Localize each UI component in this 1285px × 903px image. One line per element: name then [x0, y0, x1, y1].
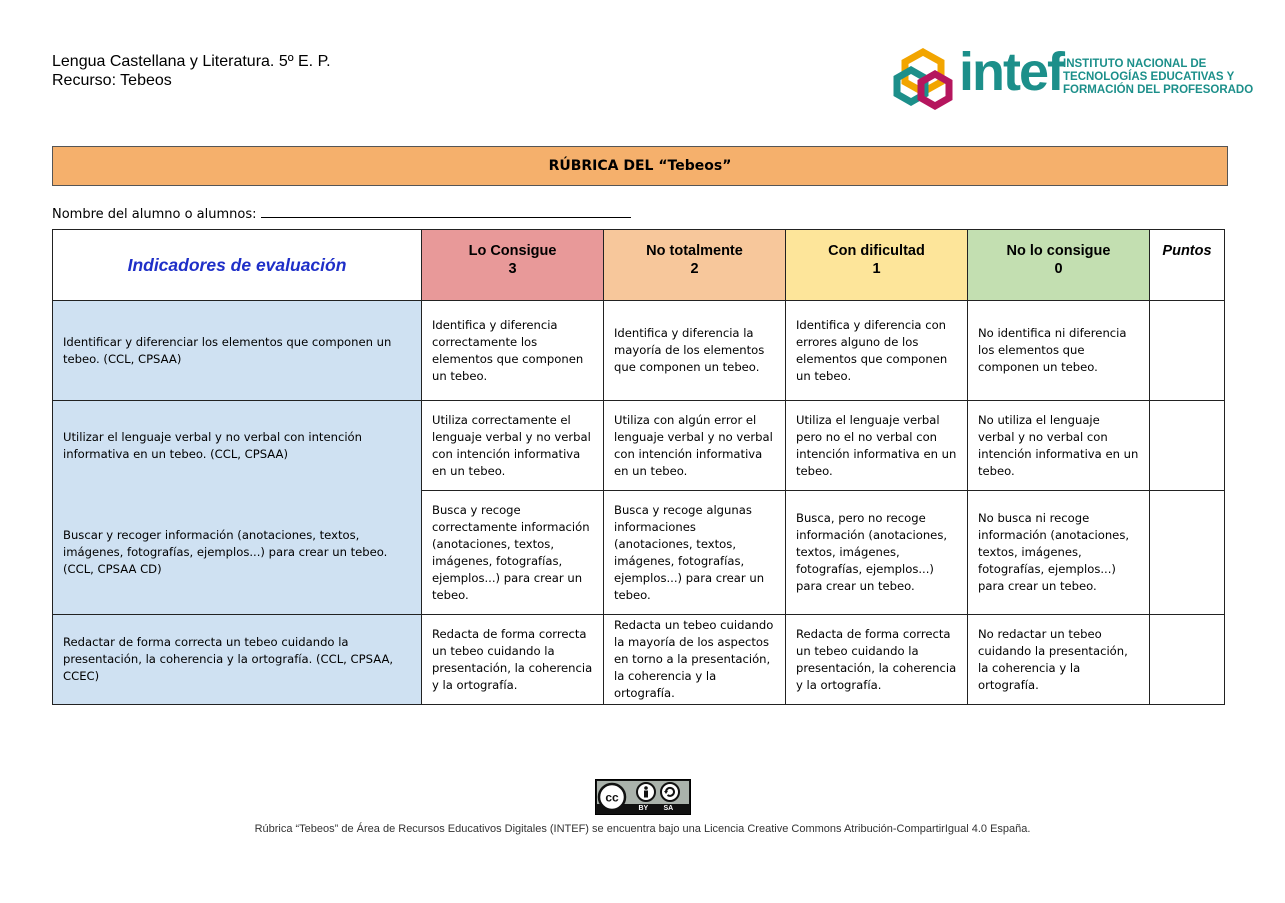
intef-subtitle-line2: TECNOLOGÍAS EDUCATIVAS Y — [1063, 71, 1235, 83]
header-level-1 — [786, 230, 968, 301]
points-cell[interactable] — [1150, 301, 1225, 401]
descriptor-cell: Redacta de forma correcta un tebeo cuidando la presentación, la coherencia y la ortografía. — [786, 615, 968, 705]
intef-logo-icon — [893, 48, 953, 112]
cc-badge-by: BY — [638, 805, 649, 812]
license-text: Rúbrica “Tebeos” de Área de Recursos Educativos Digitales (INTEF) se encuentra bajo una Licencia Creative Commons Atribución-CompartirIgual 4.0 España. — [254, 823, 1031, 835]
table-row — [53, 301, 1225, 401]
header-level-0-score: 0 — [1054, 261, 1063, 277]
svg-text:cc: cc — [604, 790, 619, 805]
descriptor-cell: Busca, pero no recoge información (anotaciones, textos, imágenes, fotografías, ejemplos...) para crear un tebeo. — [786, 491, 968, 615]
descriptor-cell: Busca y recoge correctamente información (anotaciones, textos, imágenes, fotografías, ejemplos...) para crear un tebeo. — [422, 491, 604, 615]
header-level-0-label: No lo consigue — [1006, 243, 1111, 259]
intef-wordmark: intef — [959, 42, 1063, 102]
header-points: Puntos — [1150, 230, 1225, 301]
table-row — [53, 491, 1225, 615]
header-level-1-label: Con dificultad — [828, 243, 925, 259]
intef-subtitle-line1: INSTITUTO NACIONAL DE — [1063, 58, 1207, 70]
descriptor-cell: No utiliza el lenguaje verbal y no verbal con intención informativa en un tebeo. — [968, 401, 1150, 491]
student-name-label: Nombre del alumno o alumnos: — [52, 207, 257, 222]
intef-subtitle — [1063, 58, 1253, 97]
intef-logo — [893, 42, 1254, 112]
descriptor-cell: No identifica ni diferencia los elementos que componen un tebeo. — [968, 301, 1150, 401]
descriptor-cell: Utiliza el lenguaje verbal pero no el no verbal con intención informativa en un tebeo. — [786, 401, 968, 491]
rubric-table — [52, 229, 1225, 705]
header-indicators: Indicadores de evaluación — [53, 230, 422, 301]
points-cell[interactable] — [1150, 491, 1225, 615]
indicator-cell: Redactar de forma correcta un tebeo cuidando la presentación, la coherencia y la ortografía. (CCL, CPSAA, CCEC) — [53, 615, 422, 705]
cc-badge-sa: SA — [663, 805, 674, 812]
student-name-field — [52, 205, 631, 222]
header-level-3-label: Lo Consigue — [468, 243, 557, 259]
table-row — [53, 615, 1225, 705]
subject-line: Lengua Castellana y Literatura. 5º E. P. — [52, 53, 331, 70]
header-level-2-score: 2 — [690, 261, 699, 277]
cc-by-sa-badge[interactable] — [595, 779, 691, 815]
descriptor-cell: No busca ni recoge información (anotaciones, textos, imágenes, fotografías, ejemplos...) para crear un tebeo. — [968, 491, 1150, 615]
descriptor-cell: Busca y recoge algunas informaciones (anotaciones, textos, imágenes, fotografías, ejemplos...) para crear un tebeo. — [604, 491, 786, 615]
descriptor-cell: Redacta un tebeo cuidando la mayoría de los aspectos en torno a la presentación, la coherencia y la ortografía. — [604, 615, 786, 705]
table-row — [53, 401, 1225, 491]
student-name-blank — [261, 205, 631, 218]
indicator-cell: Utilizar el lenguaje verbal y no verbal con intención informativa en un tebeo. (CCL, CPSAA) — [53, 401, 422, 491]
points-cell[interactable] — [1150, 401, 1225, 491]
descriptor-cell: Utiliza con algún error el lenguaje verbal y no verbal con intención informativa en un tebeo. — [604, 401, 786, 491]
document-header — [52, 52, 331, 90]
descriptor-cell: No redactar un tebeo cuidando la presentación, la coherencia y la ortografía. — [968, 615, 1150, 705]
intef-subtitle-line3: FORMACIÓN DEL PROFESORADO — [1063, 84, 1254, 96]
header-level-2-label: No totalmente — [646, 243, 743, 259]
descriptor-cell: Redacta de forma correcta un tebeo cuidando la presentación, la coherencia y la ortografía. — [422, 615, 604, 705]
rubric-title: RÚBRICA DEL “Tebeos” — [52, 146, 1228, 186]
indicator-cell: Identificar y diferenciar los elementos que componen un tebeo. (CCL, CPSAA) — [53, 301, 422, 401]
header-level-1-score: 1 — [872, 261, 881, 277]
resource-line: Recurso: Tebeos — [52, 72, 172, 89]
header-level-3-score: 3 — [508, 261, 517, 277]
header-level-2 — [604, 230, 786, 301]
rubric-header-row — [53, 230, 1225, 301]
header-level-0 — [968, 230, 1150, 301]
descriptor-cell: Identifica y diferencia la mayoría de los elementos que componen un tebeo. — [604, 301, 786, 401]
header-level-3 — [422, 230, 604, 301]
descriptor-cell: Utiliza correctamente el lenguaje verbal y no verbal con intención informativa en un tebeo. — [422, 401, 604, 491]
points-cell[interactable] — [1150, 615, 1225, 705]
descriptor-cell: Identifica y diferencia con errores alguno de los elementos que componen un tebeo. — [786, 301, 968, 401]
license-footer — [0, 779, 1285, 835]
descriptor-cell: Identifica y diferencia correctamente los elementos que componen un tebeo. — [422, 301, 604, 401]
indicator-cell: Buscar y recoger información (anotaciones, textos, imágenes, fotografías, ejemplos...) para crear un tebeo. (CCL, CPSAA CD) — [53, 491, 422, 615]
